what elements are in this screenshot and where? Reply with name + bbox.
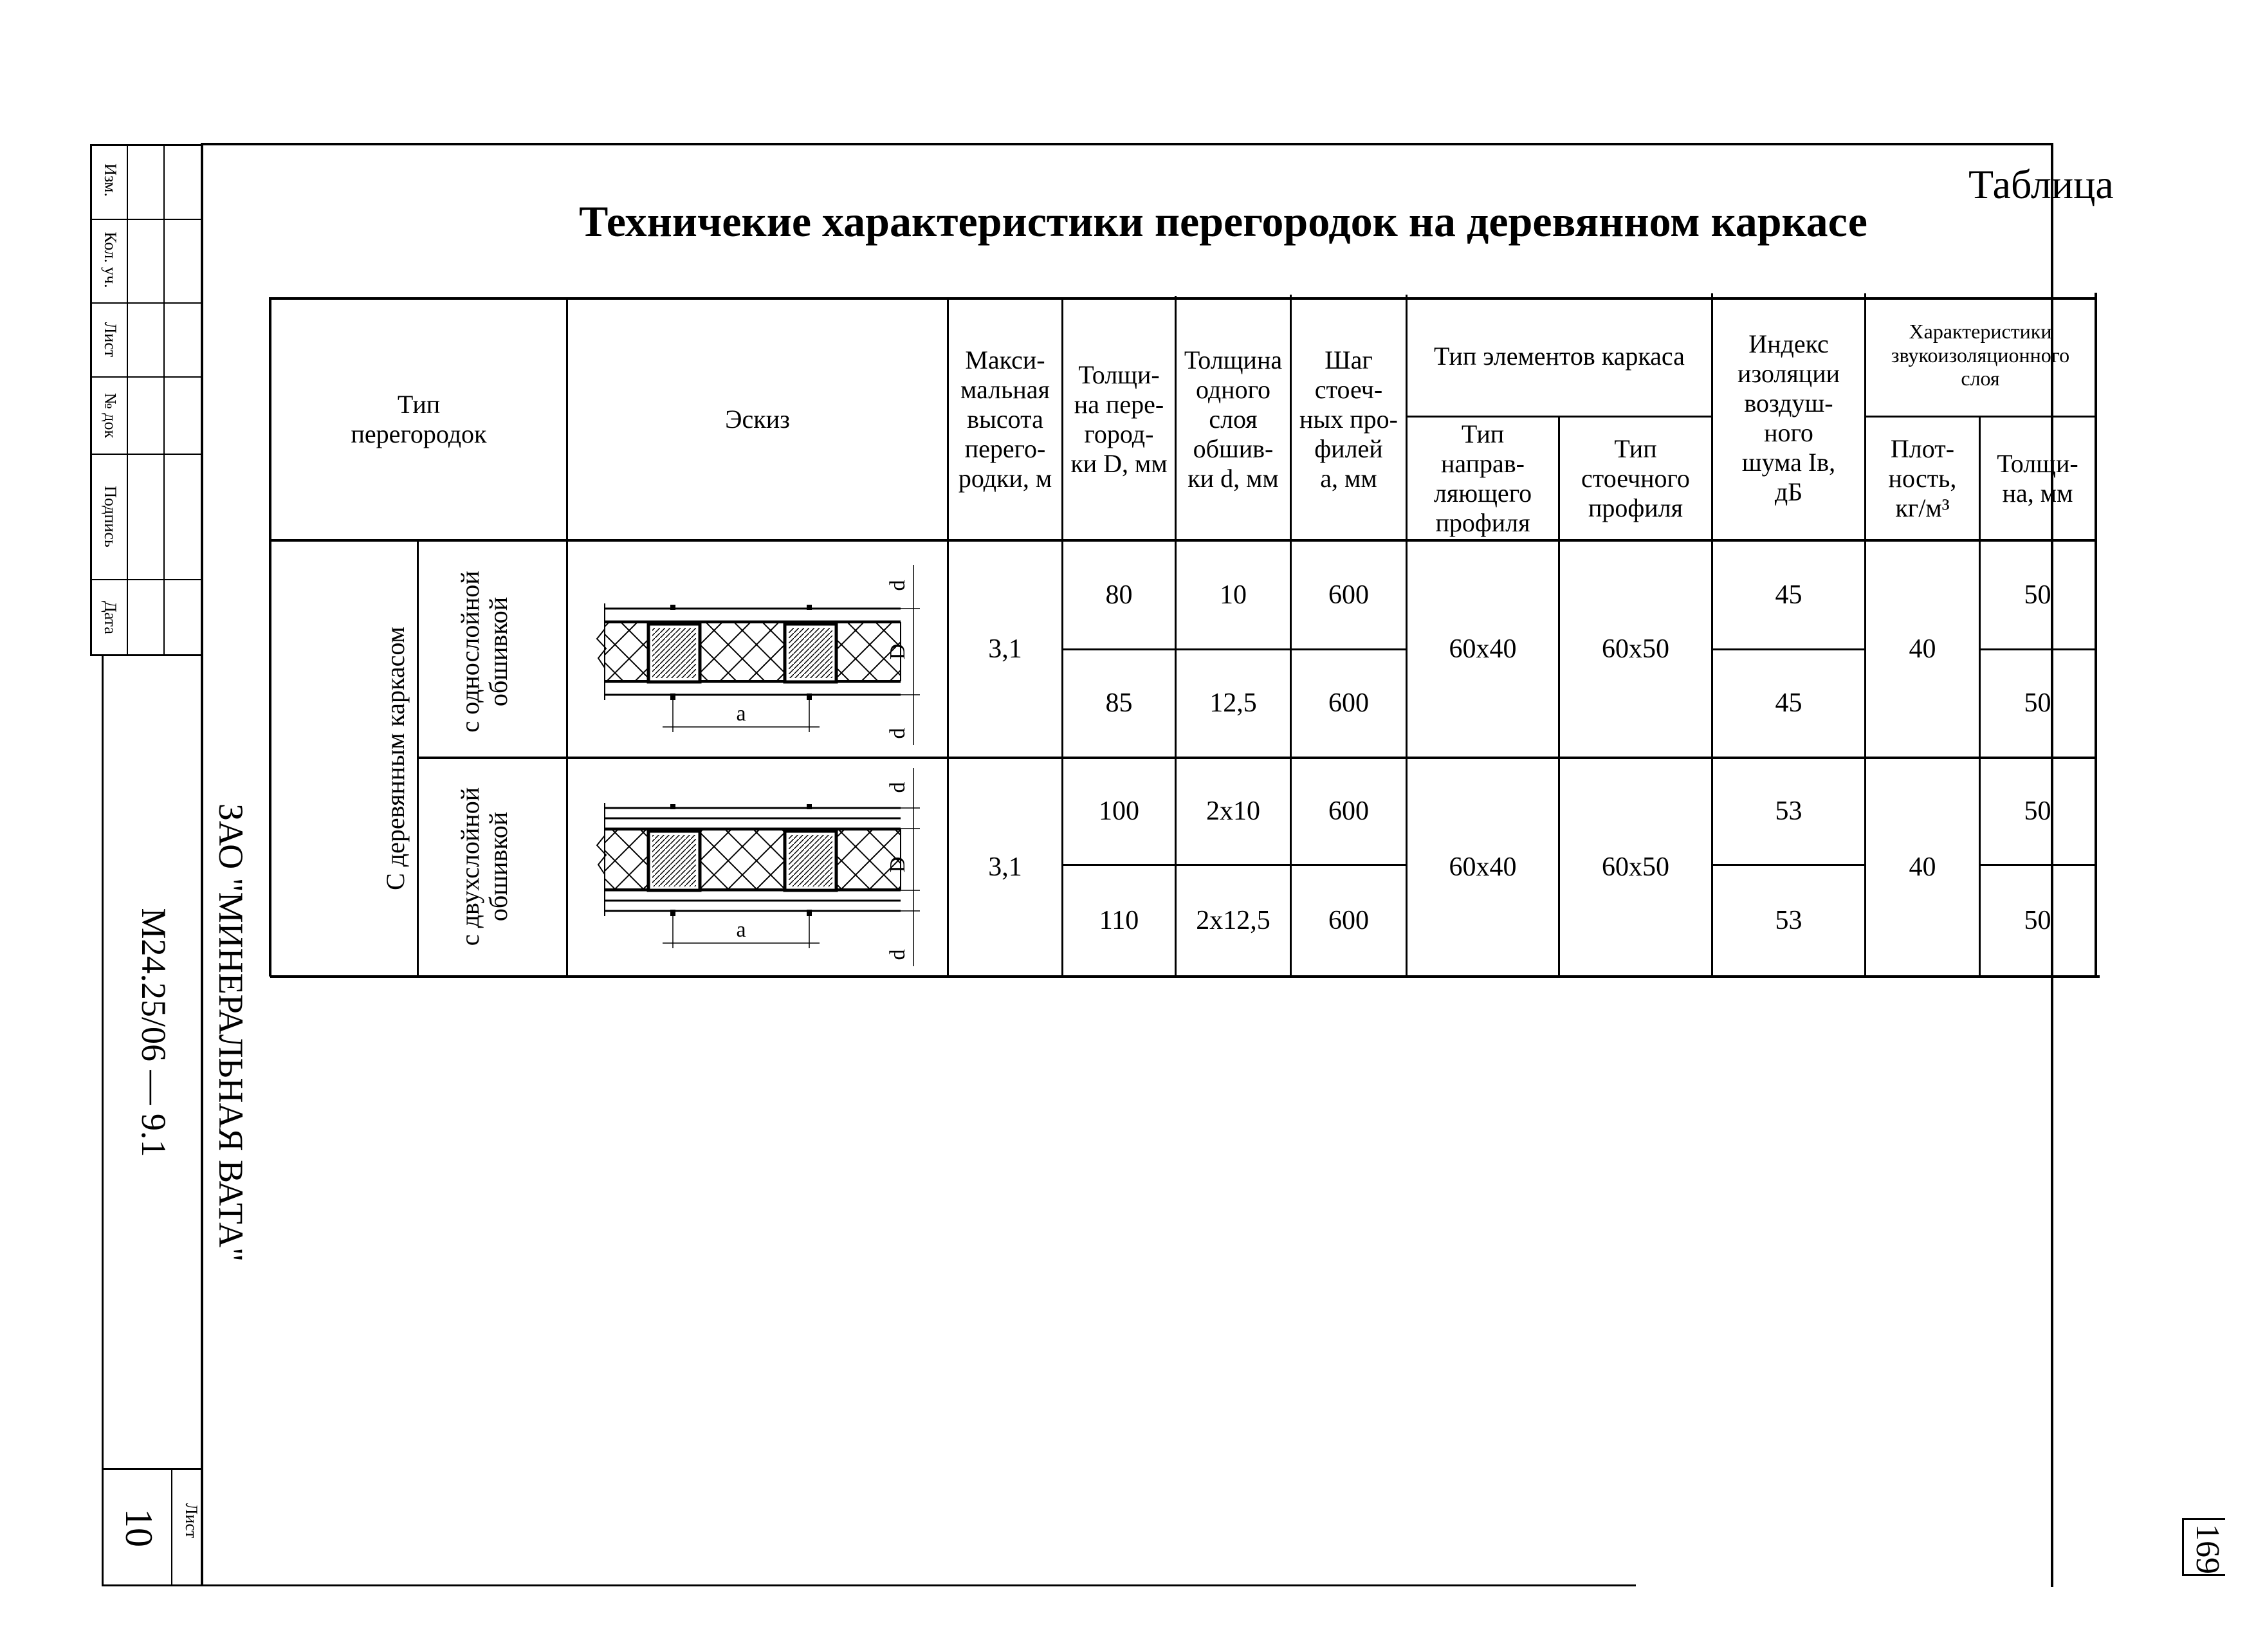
header-stud: Тип стоечного профиля [1581,434,1690,522]
sketch-single-layer [573,546,946,755]
g1-r2-layer: 12,5 [1209,688,1257,719]
frame-top [201,143,2053,145]
stamp-label-list: Лист [101,322,120,358]
stamp-sheet-number: 10 [118,1509,160,1547]
header-type: Тип перегородок [351,390,487,448]
subtype-single: с однослойной обшивкой [455,571,513,733]
stamp-label-izm: Изм. [101,163,120,197]
header-layer-thickness: Толщи- на, мм [1997,448,2078,508]
subtype-double: с двухслойной обшивкой [455,787,513,946]
header-sound-group: Характеристики звукоизоляционного слоя [1891,319,2070,390]
header-layer: Толщина одного слоя обшив- ки d, мм [1184,345,1283,493]
g2-stud: 60х50 [1602,852,1669,882]
g1-r1-layer-thickness: 50 [2024,580,2051,610]
g1-r2-thickness: 85 [1105,688,1133,719]
sketch1-label-d-top: d [886,580,910,591]
stamp-label-data: Дата [101,601,120,634]
g1-r2-step: 600 [1328,688,1369,719]
sketch-double-layer [573,762,946,974]
g2-r2-layer-thickness: 50 [2024,905,2051,935]
g1-density: 40 [1909,634,1936,664]
sketch1-label-d-bottom: d [886,728,910,739]
sketch2-label-d-top: d [886,782,910,793]
row-group-label: С деревянным каркасом [381,627,410,890]
stamp-label-ndok: № док [101,392,120,439]
g2-r1-layer-thickness: 50 [2024,796,2051,827]
g2-guide: 60х40 [1449,852,1517,882]
g1-r2-layer-thickness: 50 [2024,688,2051,719]
header-frame-group: Тип элементов каркаса [1434,342,1685,371]
stamp-label-podpis: Подпись [101,486,120,547]
g1-stud: 60х50 [1602,634,1669,664]
table-label: Таблица [1968,161,2114,207]
g2-r2-thickness: 110 [1099,905,1139,935]
header-step: Шаг стоеч- ных про- филей a, мм [1299,345,1398,493]
sketch1-label-a: а [736,702,746,726]
sketch2-label-D: D [886,856,910,873]
g2-max-height: 3,1 [988,852,1022,882]
g2-density: 40 [1909,852,1936,882]
g1-r2-index: 45 [1775,688,1802,719]
header-index: Индекс изоляции воздуш- ного шума Iв, дБ [1737,329,1840,506]
frame-bottom [102,1584,1636,1586]
g2-r1-thickness: 100 [1099,796,1139,827]
page-title: Техничекие характеристики перегородок на деревянном каркасе [579,197,1867,246]
g2-r2-index: 53 [1775,905,1802,935]
g2-r1-layer: 2х10 [1206,796,1260,827]
g1-max-height: 3,1 [988,634,1022,664]
g2-r1-step: 600 [1328,796,1369,827]
g2-r2-layer: 2х12,5 [1196,905,1270,935]
g2-r1-index: 53 [1775,796,1802,827]
page-number: 169 [2189,1524,2226,1574]
g1-guide: 60х40 [1449,634,1517,664]
stamp-company: ЗАО "МИНЕРАЛЬНАЯ ВАТА" [212,803,250,1262]
header-sketch: Эскиз [725,405,790,434]
header-density: Плот- ность, кг/м³ [1888,434,1957,522]
stamp-doc-code: М24.25/06 — 9.1 [134,908,173,1157]
g1-r1-step: 600 [1328,580,1369,610]
g1-r1-index: 45 [1775,580,1802,610]
header-max-height: Макси- мальная высота перего- родки, м [958,345,1052,493]
g2-r2-step: 600 [1328,905,1369,935]
g1-r1-layer: 10 [1220,580,1247,610]
g1-r1-thickness: 80 [1105,580,1133,610]
header-guide: Тип направ- ляющего профиля [1433,419,1532,537]
header-thickness: Толщи- на пере- город- ки D, мм [1070,360,1168,478]
sketch1-label-D: D [886,643,910,660]
sketch2-label-a: а [736,918,746,942]
sketch2-label-d-bottom: d [886,949,910,960]
stamp-label-kol: Кол. уч. [101,232,120,288]
frame-left [201,143,203,1586]
stamp-sheet-label: Лист [182,1503,201,1539]
